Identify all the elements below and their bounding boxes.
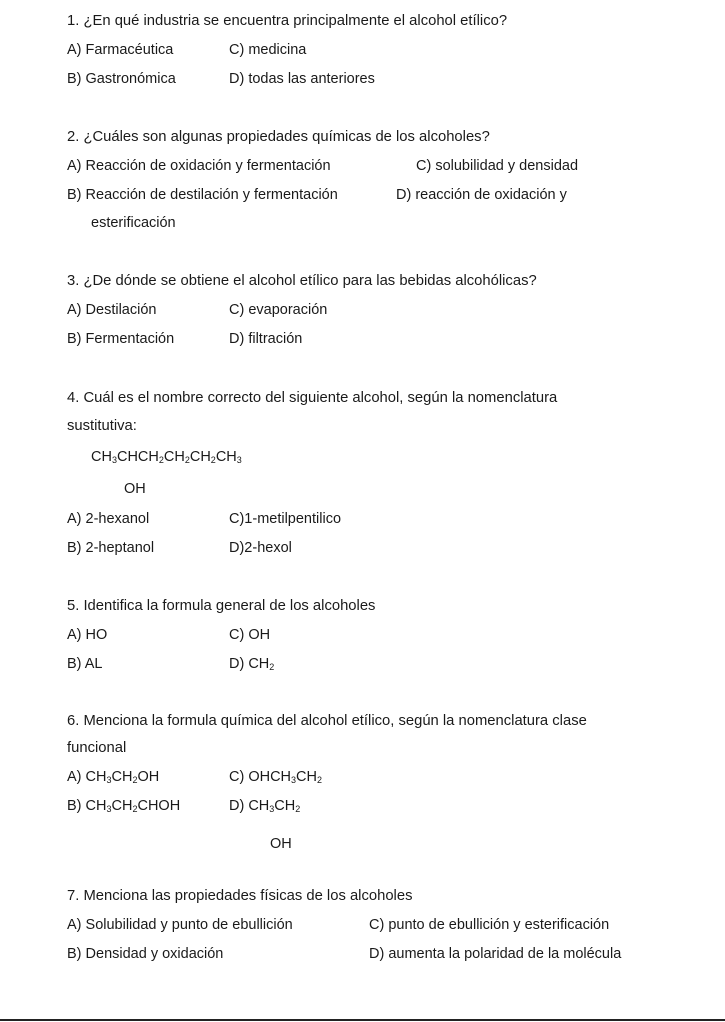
q3-option-b: B) Fermentación [67, 331, 175, 347]
q3-option-c: C) evaporación [229, 302, 328, 318]
q5-option-b: B) AL [67, 656, 103, 672]
q6-option-c: C) $OHCH_3CH_2$ [229, 769, 323, 785]
page-bottom-divider [0, 1019, 725, 1021]
q3-option-a: A) Destilación [67, 302, 157, 318]
q6-option-a: A) $CH_3CH_2OH$ [67, 769, 160, 785]
q1-option-d: D) todas las anteriores [229, 71, 375, 87]
question-2-text: 2. ¿Cuáles son algunas propiedades químicas de los alcoholes? [67, 129, 490, 145]
question-4-text-line2: sustitutiva: [67, 418, 137, 434]
q4-structural-formula: $CH_3CHCH_2CH_2CH_2CH_3$ [91, 449, 242, 465]
q4-option-d: D)2-hexol [229, 540, 292, 556]
q5-option-c: C) OH [229, 627, 271, 643]
q1-option-b: B) Gastronómica [67, 71, 176, 87]
question-1-text: 1. ¿En qué industria se encuentra principalmente el alcohol etílico? [67, 13, 508, 29]
q7-option-b: B) Densidad y oxidación [67, 946, 224, 962]
question-6-text-line1: 6. Menciona la formula química del alcohol etílico, según la nomenclatura clase [67, 713, 587, 729]
q6-option-d: D) $CH_3CH_2$ [229, 798, 301, 814]
q5-option-d: D) $CH_2$ [229, 656, 275, 672]
q7-option-c: C) punto de ebullición y esterificación [369, 917, 610, 933]
q5-option-a: A) HO [67, 627, 108, 643]
q3-option-d: D) filtración [229, 331, 303, 347]
question-6-text-line2: funcional [67, 740, 127, 756]
question-5-text: 5. Identifica la formula general de los alcoholes [67, 598, 376, 614]
q1-option-a: A) Farmacéutica [67, 42, 174, 58]
q2-option-b: B) Reacción de destilación y fermentación [67, 187, 338, 203]
q2-option-d-continued: esterificación [91, 215, 176, 231]
q6-option-b: B) $CH_3CH_2CHOH$ [67, 798, 181, 814]
q2-option-c: C) solubilidad y densidad [416, 158, 579, 174]
q4-option-b: B) 2-heptanol [67, 540, 155, 556]
question-3-text: 3. ¿De dónde se obtiene el alcohol etílico para las bebidas alcohólicas? [67, 273, 537, 289]
q4-option-a: A) 2-hexanol [67, 511, 150, 527]
q2-option-a: A) Reacción de oxidación y fermentación [67, 158, 331, 174]
q2-option-d: D) reacción de oxidación y [396, 187, 567, 203]
q1-option-c: C) medicina [229, 42, 307, 58]
q7-option-a: A) Solubilidad y punto de ebullición [67, 917, 293, 933]
q7-option-d: D) aumenta la polaridad de la molécula [369, 946, 622, 962]
q4-option-c: C)1-metilpentilico [229, 511, 342, 527]
q6-option-d-hydroxyl: OH [270, 836, 292, 852]
q4-hydroxyl-substituent: OH [124, 481, 146, 497]
question-4-text-line1: 4. Cuál es el nombre correcto del siguiente alcohol, según la nomenclatura [67, 390, 558, 406]
question-7-text: 7. Menciona las propiedades físicas de los alcoholes [67, 888, 413, 904]
